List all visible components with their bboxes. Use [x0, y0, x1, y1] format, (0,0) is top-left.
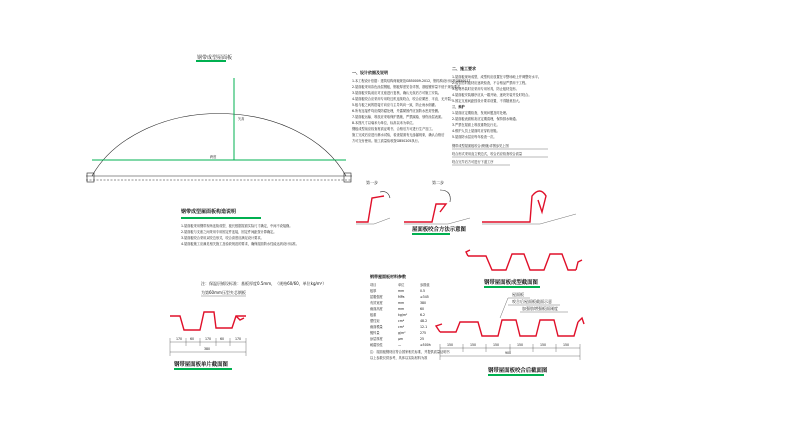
table-cell: 25 [420, 337, 425, 341]
table-cell: 屈服强度 [370, 295, 383, 299]
table-row [370, 294, 429, 299]
callout3: 加强肋增强板面刚度 [522, 306, 558, 311]
step2-label: 第二步 [432, 180, 444, 185]
bl-dim-value: 170 [235, 337, 242, 341]
notes-right-line: 2.屋面板表面积灰应定期清理，保持排水畅通。 [452, 117, 519, 121]
table-row [370, 342, 431, 347]
step2-profile [404, 204, 446, 222]
notes-middle-line: 5.板与板之间的搭接方向应与主导风向一致，防止雨水倒灌。 [352, 103, 438, 107]
notes-right-line: 3.严禁在屋面上堆放重物及行走。 [452, 123, 500, 127]
table-row [370, 336, 424, 341]
steps-caption: 屋面板咬合方法示意图 [412, 227, 466, 233]
notes-middle-line: 3.屋面板安装前应对支座进行复核，确认无误后方可施工安装。 [352, 91, 442, 95]
notes-right-line: 5.固定支座间距按设计要求设置，不得随意加大。 [452, 99, 522, 103]
single-panel-profile [170, 312, 246, 330]
table-cell: 板重 [370, 313, 377, 317]
bl-dim-value: 60 [190, 337, 195, 341]
left-notes-line: 2.屋面板与支座之间采用专用固定件连接，固定件间距按计算确定。 [181, 230, 277, 234]
single-panel-section [170, 280, 326, 369]
notes-middle-title: 一、设计依据及说明 [352, 70, 388, 75]
bl-note-line2: 为第60mm压型夹芯钢板 [201, 290, 246, 295]
step1-profile [356, 196, 384, 222]
step2-arrow [440, 190, 450, 202]
span-label: 跨度 [210, 155, 217, 159]
seamed-panel-caption: 钢带屋面板咬合后截面图 [488, 368, 548, 374]
formed-panel-lip [576, 260, 582, 270]
table-cell: 项目 [370, 283, 377, 287]
table-cell: μm [398, 337, 404, 341]
table-cell: mm [398, 307, 405, 311]
table-cell: 耐腐蚀性 [370, 343, 383, 347]
notes-right-line: 1.屋面板现场成型，成型机应放置在平整场地上并调整好水平。 [452, 75, 542, 79]
step1-label: 第一步 [366, 180, 378, 185]
table-cell: — [398, 343, 402, 347]
table-cell: cm⁴ [398, 319, 405, 323]
table-cell: 截面高度 [370, 307, 383, 311]
table-title: 钢带屋面板材料参数 [370, 274, 406, 279]
table-row [370, 300, 426, 305]
table-row [370, 318, 427, 323]
table-cell: mm [398, 301, 405, 305]
formed-panel-lip [466, 250, 470, 256]
notes-right-underlined: 咬合形式采用直立锁边式，咬合后应检查咬合质量 [452, 152, 523, 156]
notes-middle-line: 2.屋面板采用彩色涂层钢板，钢板厚度见各详图，基板镀锌量不低于规范要求。 [352, 85, 464, 89]
formed-panel-profile [468, 254, 576, 270]
bl-dim-value: 60 [220, 337, 225, 341]
material-table [369, 273, 450, 360]
tr-dim-value: 150 [563, 343, 570, 347]
bl-dim-value: 170 [176, 337, 183, 341]
table-cell: 板厚 [370, 289, 377, 293]
step1-base [356, 218, 390, 224]
table-cell: 单位 [398, 283, 405, 287]
table-row [370, 306, 424, 311]
left-notes-line: 3.屋面板咬合采用双咬边形式，咬合高度应满足设计要求。 [181, 236, 264, 240]
bl-dim-value: 170 [205, 337, 212, 341]
notes-right-underlined: 咬合完毕后方可进行下道工序 [452, 160, 494, 164]
bl-note-line1: 注：保温层铺设标准：基板厚度0.5mm，（规格60/60，单位kg/m²） [201, 281, 327, 286]
table-row [370, 330, 426, 335]
seam-steps [356, 179, 576, 234]
formed-panel-section [466, 250, 582, 287]
table-foot: 以上参数仅供参考，具体以实际材料为准 [370, 356, 428, 360]
step2-base [404, 218, 470, 224]
notes-right-line: 1.屋面应定期检查，发现问题及时处理。 [452, 111, 510, 115]
arch-elevation [86, 54, 352, 182]
tr-dim-value: 150 [540, 343, 547, 347]
table-cell: 涂层厚度 [370, 337, 383, 341]
left-notes-title: 钢带成型屋面板构造说明 [181, 209, 237, 215]
table-cell: 275 [420, 331, 427, 335]
callout1: 屋面板 [512, 292, 524, 297]
table-cell: 48.2 [420, 319, 428, 323]
table-cell: 6.2 [420, 313, 426, 317]
tr-dim-value: 150 [493, 343, 500, 347]
single-panel-caption: 钢带屋面板单片截面图 [174, 362, 228, 368]
table-cell: 参数值 [420, 283, 430, 287]
top-label: 钢带成型屋面板 [197, 55, 233, 61]
table-cell: 有效宽度 [370, 301, 383, 305]
callout-leader [500, 298, 508, 318]
notes-right-line: 三、维护 [452, 105, 465, 109]
bl-dim-total: 380 [204, 347, 211, 351]
step3-profile [482, 191, 546, 222]
table-cell: 截面模量 [370, 325, 383, 329]
notes-right-line: 4.维护人员上屋面时应穿软底鞋。 [452, 129, 500, 133]
notes-right-line: 4.屋面板安装顺序应从一端开始，逐块安装并及时咬合。 [452, 93, 532, 97]
table-cell: 380 [420, 301, 427, 305]
table-cell: ≥500h [420, 343, 431, 347]
table-cell: ≥345 [420, 295, 429, 299]
arch-curve [92, 114, 346, 176]
formed-panel-caption: 钢带屋面板成型截面图 [484, 280, 538, 286]
table-cell: 镀锌量 [370, 331, 380, 335]
tr-dim-value: 150 [447, 343, 454, 347]
seamed-panel-section [436, 291, 584, 375]
height-label: 矢高 [238, 117, 245, 121]
left-notes-line: 1.屋面板采用钢带现场连续成型，板长根据屋面实际尺寸确定，中间不设接缝。 [181, 224, 293, 228]
notes-middle-line: 钢板成型前应检查材质证明书，合格后方可进行生产加工。 [352, 127, 435, 131]
table-cell: mm [398, 289, 405, 293]
table-row [370, 288, 425, 293]
notes-middle-line: 方可交付使用。施工质量验收按GB50205执行。 [352, 139, 421, 143]
notes-right-title: 二、施工要求 [452, 66, 476, 71]
callout2: 咬合后屋面板截面示意 [512, 299, 552, 304]
notes-middle-line: 施工完成后应进行淋水试验，检查屋面有无渗漏现象，确认合格后 [352, 133, 445, 137]
tr-dim-total: 900 [505, 351, 512, 355]
left-notes-line: 4.屋面板施工应满足相关施工及验收规范的要求，确保屋面防水性能达到设计标准。 [181, 242, 299, 246]
seamed-panel-lip [436, 324, 442, 332]
tr-dim-value: 150 [517, 343, 524, 347]
notes-middle-line: 8.本图尺寸以毫米为单位，标高以米为单位。 [352, 121, 416, 125]
table-cell: cm³ [398, 325, 405, 329]
table-row [370, 324, 427, 329]
notes-right-line: 5.屋面防水层应每年检查一次。 [452, 135, 497, 139]
notes-middle-line: 7.屋面板运输、堆放应采取保护措施，严禁踩踏、划伤涂层表面。 [352, 115, 445, 119]
notes-right-underlined: 钢带成型屋面板咬合(锁缝)详图参见上图 [452, 144, 509, 148]
notes-right-line: 2.成型后的板材应逐块检查，不合格品严禁用于工程。 [452, 81, 529, 85]
notes-right-line: 3.板材吊装时应采用专用吊具，防止板材变形。 [452, 87, 519, 91]
notes-middle-line: 1.本工程设计依据：建筑结构荷载规范GB50009-2012，钢结构设计标准GB50017 [352, 79, 471, 83]
table-cell: g/m² [398, 331, 406, 335]
left-notes [180, 208, 299, 246]
tr-dim-value: 150 [470, 343, 477, 347]
table-cell: kg/m² [398, 313, 408, 317]
table-cell: 0.5 [420, 289, 426, 293]
table-cell: 60 [420, 307, 425, 311]
table-cell: 12.1 [420, 325, 428, 329]
table-cell: MPa [398, 295, 405, 299]
table-row [370, 282, 430, 287]
seamed-panel-lip [578, 318, 584, 324]
table-foot: 注：屋面板钢材应符合国家相关标准，并提供质量证明书 [370, 350, 450, 354]
notes-middle-line: 4.屋面板咬合应采用专用咬边机连续咬合，咬合应紧密、平直、无开裂。 [352, 97, 454, 101]
notes-middle-line: 6.所有连接件均应做防腐处理，外露紧固件应加防水密封垫圈。 [352, 109, 442, 113]
seamed-panel-profile [440, 320, 578, 336]
table-row [370, 312, 425, 317]
table-cell: 惯性矩 [370, 319, 380, 323]
